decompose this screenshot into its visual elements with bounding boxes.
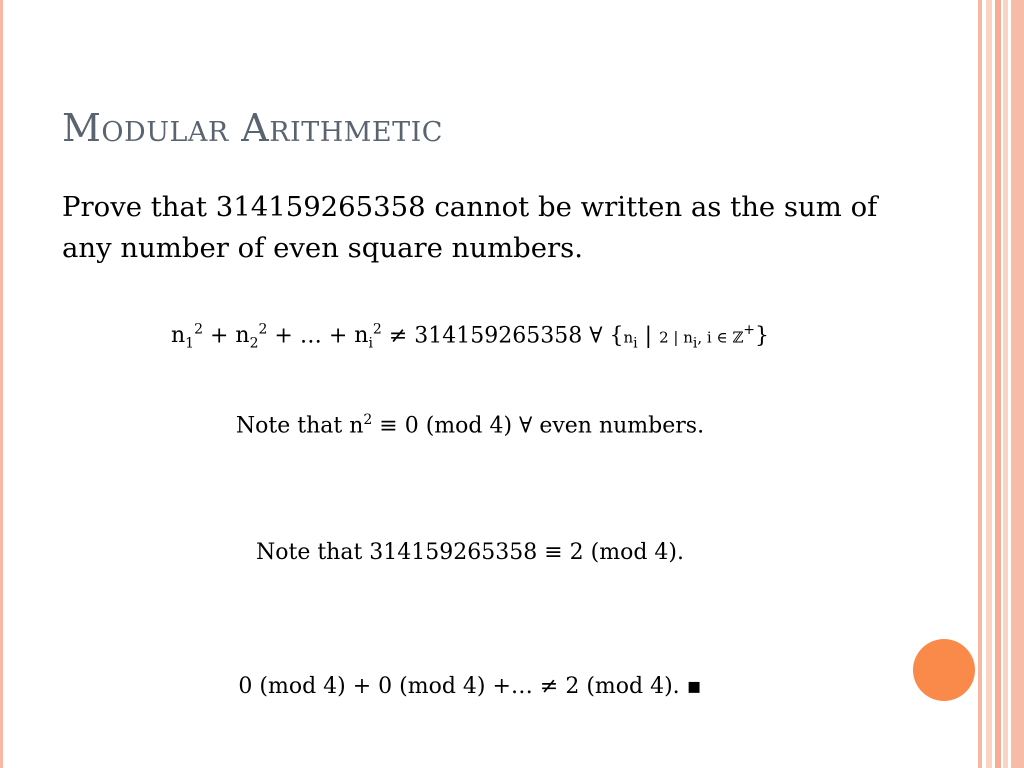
note-even-squares-suffix: ≡ 0 (mod 4) ∀ even numbers. — [372, 413, 705, 439]
set-domain: , i ∈ ℤ — [697, 328, 744, 347]
term-n2-base: n — [235, 323, 250, 349]
plus-operator: + — [202, 323, 236, 349]
term-n1-superscript: 2 — [194, 322, 203, 338]
problem-statement: Prove that 314159265358 cannot be written as the sum of any number of even square numbers. — [62, 191, 878, 264]
term-n1-base: n — [170, 323, 186, 349]
term-n2 — [235, 322, 268, 352]
right-stripe-decoration — [1003, 0, 1008, 768]
left-border-decoration — [0, 0, 3, 768]
set-close-brace: } — [755, 323, 770, 349]
conclusion: 0 (mod 4) + 0 (mod 4) +… ≠ 2 (mod 4). ▪ — [238, 674, 702, 699]
set-condition: 2 | n — [659, 328, 693, 347]
term-n2-superscript: 2 — [258, 322, 268, 338]
right-stripe-decoration — [1011, 0, 1024, 768]
set-element-subscript: i — [633, 335, 638, 352]
set-element-base: n — [623, 328, 634, 347]
right-stripe-decoration — [978, 0, 982, 768]
slide-title: Modular Arithmetic — [62, 106, 443, 150]
term-n2-subscript: 2 — [249, 335, 259, 352]
sum-equation — [0, 322, 940, 352]
note-even-squares — [0, 412, 940, 438]
term-ni-subscript: i — [368, 335, 373, 352]
term-n1-subscript: 1 — [185, 335, 195, 352]
term-ni-superscript: 2 — [372, 322, 382, 338]
right-stripe-decoration — [995, 0, 1001, 768]
set-condition-subscript: i — [692, 335, 698, 352]
term-ni-base: n — [354, 323, 369, 349]
not-equal-clause: ≠ 314159265358 ∀ { — [381, 323, 624, 349]
note-even-squares-superscript: 2 — [363, 412, 373, 428]
set-domain-superscript: + — [743, 322, 756, 338]
note-number-mod: Note that 314159265358 ≡ 2 (mod 4). — [255, 540, 685, 565]
right-stripe-decoration — [986, 0, 992, 768]
term-ni — [354, 322, 382, 352]
ellipsis-operator: + … + — [267, 323, 355, 349]
note-even-squares-prefix: Note that n — [235, 413, 364, 439]
set-divider: | — [637, 323, 660, 349]
term-n1 — [170, 322, 203, 352]
